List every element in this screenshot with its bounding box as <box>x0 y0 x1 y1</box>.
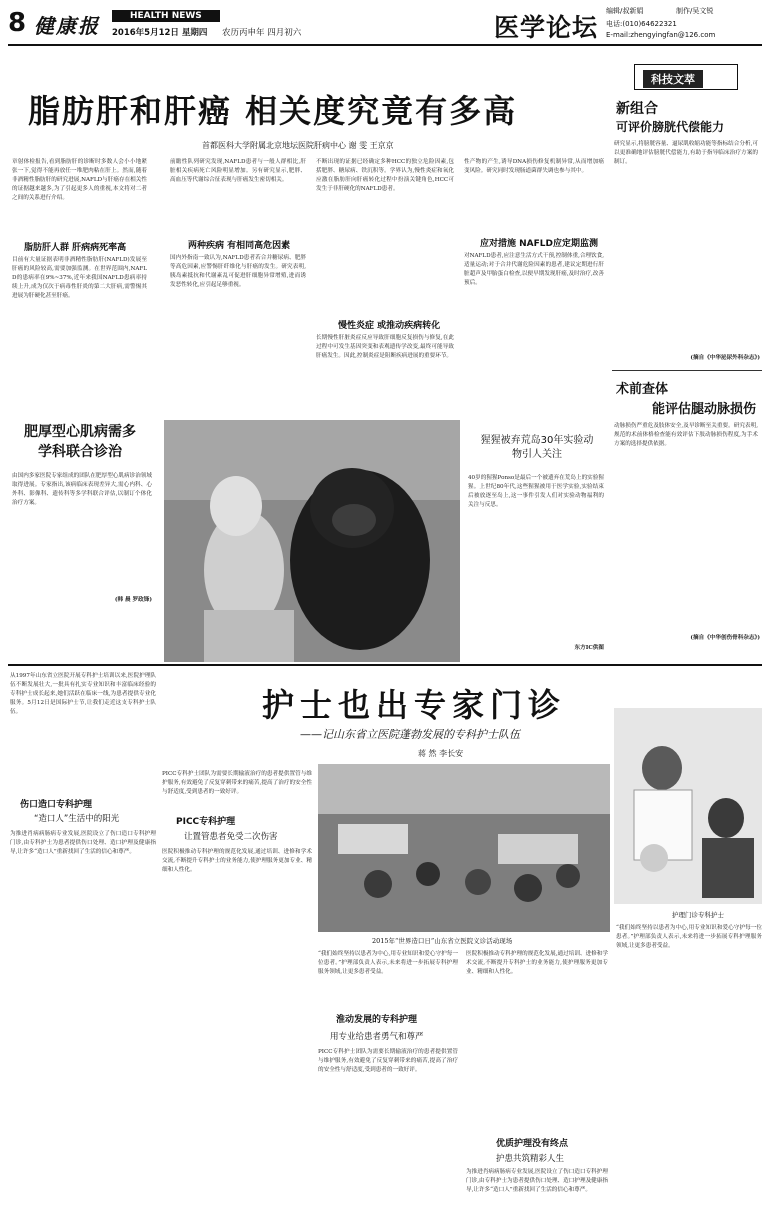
side-divider <box>612 370 762 371</box>
side-article2-title: 术前查体 <box>616 382 669 397</box>
box-title: 肥厚型心肌病需多学科联合诊治 <box>24 424 136 460</box>
nurse-subhead-2b: 让置管患者免受二次伤害 <box>184 832 278 842</box>
nurse-col5-text: “我们始终坚持以患者为中心,用专业知识和爱心守护每一位患者。”护理部负责人表示,未来将进一步拓展专科护理服务领域,让更多患者受益。 <box>616 925 762 950</box>
clinic-event-photo-art <box>318 764 610 932</box>
nurse-col2-text: PICC专科护士团队为需要长期输液治疗的患者提供置管与维护服务,有效避免了反复穿刺带来的痛苦,提高了治疗的安全性与舒适度,受到患者的一致好评。 <box>162 771 312 796</box>
section-tag-label: 科技文萃 <box>643 70 703 88</box>
lead-subhead-4: 应对措施 NAFLD应定期监测 <box>480 239 598 249</box>
clinic-event-photo <box>318 764 610 932</box>
side-article2-source: (摘自《中华创伤骨科杂志》) <box>690 635 760 641</box>
lead-subhead-3: 慢性炎症 或推动疾病转化 <box>338 321 441 331</box>
email: E-mail:zhengyingfan@126.com <box>606 31 716 39</box>
chimpanzee-photo-art <box>164 420 460 662</box>
nurse-col2-text2: 医院积极推动专科护理的规范化发展,通过培训、进修和学术交流,不断提升专科护士的业务能力,使护理服务更加专业、精细和人性化。 <box>162 849 312 874</box>
nurse-subhead-3b: 用专业给患者勇气和尊严 <box>330 1032 424 1042</box>
phone: 电话:(010)64622321 <box>606 20 677 28</box>
section-rule <box>8 664 762 666</box>
side-article2-text: 动脉损伤严重危及肢体安全,及早诊断至关重要。研究表明,规范的术前体格检查能有效评估下肢动脉损伤程度,为手术方案的选择提供依据。 <box>614 423 758 448</box>
issue-date: 2016年5月12日 星期四 <box>112 28 208 38</box>
side-article2-subtitle: 能评估腿动脉损伤 <box>652 402 757 417</box>
lead-col4-text2: 对NAFLD患者,应注意生活方式干预,控制体重,合理饮食,适量运动;对于合并代谢危险因素的患者,建议定期进行肝脏超声及甲胎蛋白检查,以便早期发现肝癌,及时治疗,改善预后。 <box>464 253 604 287</box>
nurse-col3-text: “我们始终坚持以患者为中心,用专业知识和爱心守护每一位患者。”护理部负责人表示,未来将进一步拓展专科护理服务领域,让更多患者受益。 <box>318 951 458 976</box>
lead-col2-text2: 国内外指南一致认为,NAFLD患者若合并糖尿病、肥胖等高危因素,应警惕肝纤维化与肝癌的发生。研究表明,胰岛素抵抗和代谢紊乱可促进肝细胞异常增殖,进而诱发恶性转化,应引起足够重视。 <box>170 255 306 289</box>
lead-col3-text: 不断出现的证据已经确定多种HCC的独立危险因素,包括肥胖、糖尿病、铁沉积等。学界认为,慢性炎症和氧化应激在脂肪肝向肝癌转化过程中扮演关键角色,HCC可发生于非肝硬化的NAFLD患者。 <box>316 159 454 193</box>
side-article1-source: (摘自《中华泌尿外科杂志》) <box>690 355 760 361</box>
nurse-authors: 蒋 然 李长安 <box>418 749 464 758</box>
side-article1-text: 研究显示,将膀胱容量、逼尿肌收缩功能等指标结合分析,可以更准确地评估膀胱代偿能力,有助于指导临床治疗方案的制订。 <box>614 141 758 166</box>
layout-credit: 制作/吴文锐 <box>676 7 714 15</box>
lead-col1-text: 章射体检报告,看到脂肪肝的诊断时多数人会小小地紧张一下,觉得不能再放任一堆肥肉粘在肝上。然而,随着非酒精性脂肪肝的研究进展,NAFLD与肝癌存在相关性的证据越来越多,为了引起更多人的重视,本文将对二者之间的关系进行介绍。 <box>12 159 147 202</box>
nurse-subhead-1b: “造口人”生活中的阳光 <box>34 814 120 824</box>
nurse-subhead-4b: 护患共筑精彩人生 <box>496 1154 565 1164</box>
box-source: (韩 晨 罗政锋) <box>114 597 152 603</box>
box-text: 由国内多家医院专家组成的团队在肥厚型心肌病诊治领域取得进展。专家指出,该病临床表现差异大,需心内科、心外科、影像科、遗传科等多学科联合评估,以制订个体化治疗方案。 <box>12 473 152 507</box>
lead-subhead-2: 两种疾病 有相同高危因素 <box>188 241 291 251</box>
nurse-col4-text: 医院积极推动专科护理的规范化发展,通过培训、进修和学术交流,不断提升专科护士的业务能力,使护理服务更加专业、精细和人性化。 <box>466 951 608 976</box>
lead-col2-text: 前瞻性队列研究发现,NAFLD患者与一般人群相比,肝脏相关疾病死亡风险明显增加。另有研究显示,肥胖、高血压等代谢综合征表现与肝癌发生密切相关。 <box>170 159 306 184</box>
lead-col4-text: 性产物的产生,诱导DNA损伤修复机制异常,从而增加癌变风险。研究同时发现肠道菌群失调也参与其中。 <box>464 159 604 175</box>
side-article1-subtitle: 可评价膀胱代偿能力 <box>616 120 725 134</box>
chimpanzee-photo <box>164 420 460 662</box>
lead-col1-text2: 目前有大量证据表明非酒精性脂肪肝(NAFLD)发展至肝癌的风险较高,需要加强监测。在世界范围内,NAFLD的患病率在9%~37%,近年来我国NAFLD患病率持续上升,成为仅次于病毒性肝炎的第二大肝病,需警惕其进展为肝硬化甚至肝癌。 <box>12 257 147 300</box>
section-tag <box>634 64 738 90</box>
chimp-title: 猩猩被弃荒岛30年实验动物引人关注 <box>480 435 594 460</box>
box-cardiomyopathy <box>10 420 154 603</box>
lead-subhead-1: 脂肪肝人群 肝病病死率高 <box>24 243 127 253</box>
sidebar <box>612 52 762 650</box>
nurse-col1-text: 为推进肖病病肠病专业发展,医院设立了伤口造口专科护理门诊,由专科护士为患者提供伤口处理、造口护理及健康指导,让许多“造口人”重新找回了生活的信心和尊严。 <box>10 831 156 856</box>
nurse-subhead-3: 淮动发展的专科护理 <box>336 1015 418 1025</box>
nurse-photo-caption: 护理门诊专科护士 <box>672 911 724 919</box>
masthead <box>0 0 770 46</box>
paper-name: 健康报 <box>34 14 100 38</box>
lead-col3-text2: 长期慢性肝脏炎症反应导致肝细胞反复损伤与修复,在此过程中可发生基因突变和表观遗传学改变,最终可能导致肝癌发生。因此,控制炎症是阻断疾病进展的重要环节。 <box>316 335 454 360</box>
paper-name-en: HEALTH NEWS <box>112 10 220 22</box>
nurse-subhead-2: PICC专科护理 <box>176 817 236 827</box>
page-number: 8 <box>8 8 27 38</box>
section-title: 医学论坛 <box>494 13 599 42</box>
chimp-text: 40岁的猩猩Ponso是最后一个被遗弃在荒岛上的实验猩猩。上世纪80年代,这些猩猩被用于医学实验,实验结束后被放逐至岛上,这一事件引发人们对实验动物福利的关注与反思。 <box>468 475 604 509</box>
nurse-subhead-1: 伤口造口专科护理 <box>20 800 93 810</box>
lead-title: 脂肪肝和肝癌 相关度究竟有多高 <box>28 92 518 130</box>
lead-author-line: 首都医科大学附属北京地坛医院肝病中心 谢 雯 王京京 <box>202 141 394 150</box>
editor-credit: 编辑/叔新娟 <box>606 7 644 15</box>
nurse-col3-text2: PICC专科护士团队为需要长期输液治疗的患者提供置管与维护服务,有效避免了反复穿刺带来的痛苦,提高了治疗的安全性与舒适度,受到患者的一致好评。 <box>318 1049 458 1074</box>
nurse-col4-text2: 为推进肖病病肠病专业发展,医院设立了伤口造口专科护理门诊,由专科护士为患者提供伤口处理、造口护理及健康指导,让许多“造口人”重新找回了生活的信心和尊严。 <box>466 1169 608 1194</box>
nurse-clinic-photo-art <box>614 708 762 904</box>
nurse-subtitle: ——记山东省立医院蓬勃发展的专科护士队伍 <box>300 728 520 741</box>
nurse-intro: 从1997年山东省立医院开展专科护士培训以来,医院护理队伍不断发展壮大,一批具有扎实专业知识和丰富临床经验的专科护士成长起来,她们活跃在临床一线,为患者提供专业化服务。5月12日是国际护士节,让我们走近这支专科护士队伍。 <box>10 673 156 716</box>
nurse-clinic-photo <box>614 708 762 904</box>
nurse-subhead-4: 优质护理没有终点 <box>496 1139 569 1149</box>
nurse-title: 护士也出专家门诊 <box>262 686 567 724</box>
masthead-rule <box>8 44 762 46</box>
lunar-date: 农历丙申年 四月初六 <box>222 28 302 38</box>
side-article1-title: 新组合 <box>616 101 658 117</box>
clinic-photo-caption: 2015年“世界造口日”山东省立医院义诊活动现场 <box>372 937 513 945</box>
chimp-source: 东方IC供图 <box>574 645 604 651</box>
